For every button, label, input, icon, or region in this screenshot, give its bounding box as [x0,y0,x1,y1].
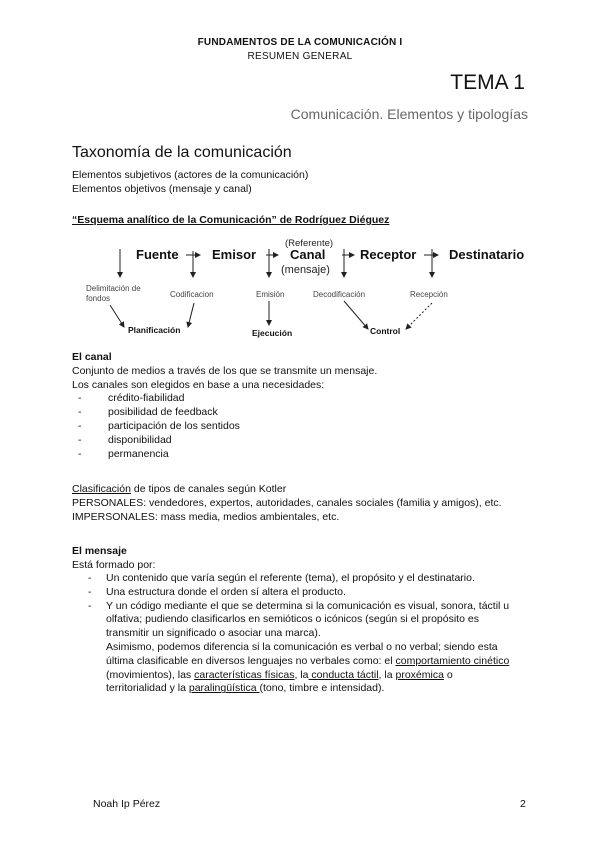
course-title: FUNDAMENTOS DE LA COMUNICACIÓN I [197,37,403,48]
tema-subtitle: Comunicación. Elementos y tipologías [290,106,528,122]
list-item: - participación de los sentidos [78,419,240,432]
sub-delimitacion-2: fondos [86,294,111,303]
page-number: 2 [520,798,526,810]
mensaje-section [72,545,532,573]
list-item: - disponibilidad [78,433,172,446]
node-canal: Canal [290,247,326,262]
sub-recepcion: Recepción [410,290,448,299]
canal-heading: El canal [72,351,112,363]
list-item: - Un contenido que varía según el referente (tema), el propósito y el destinatario. [88,572,475,584]
taxonomy-line-1: Elementos subjetivos (actores de la comunicación) [72,169,309,181]
bottom-control: Control [370,326,401,336]
mensaje-heading: El mensaje [72,545,127,557]
mensaje-intro: Está formado por: [72,558,156,571]
footer-author: Noah Ip Pérez [93,798,161,810]
schema-title: “Esquema analítico de la Comunicación” de Rodríguez Diéguez [72,214,390,226]
canal-intro-1: Conjunto de medios a través de los que se transmite un mensaje. [72,364,378,377]
document-subtitle: RESUMEN GENERAL [247,51,353,62]
list-item: - permanencia [78,447,169,460]
node-referente: (Referente) [285,238,334,249]
taxonomy-line-2: Elementos objetivos (mensaje y canal) [72,182,252,195]
conducta-tactil: conducta táctil [308,668,379,681]
impersonales-line: IMPERSONALES: mass media, medios ambientales, etc. [72,510,340,523]
list-item: - Y un código mediante el que se determina si la comunicación es visual, sonora, táctil u olfativa; pudiendo clasificarlos en semióticos o icónicos (según si el propósito es transmitir un significado o asociar una marca). [88,599,510,640]
taxonomy-lines [72,169,308,197]
node-emisor: Emisor [212,247,257,262]
proxemica: proxémica [395,668,444,681]
sub-codificacion: Codificacion [170,290,214,299]
sub-delimitacion-1: Delimitación de [86,284,141,293]
caracteristicas-fisicas: características físicas [194,668,295,681]
bottom-planificacion: Planificación [128,325,181,335]
list-item: - crédito-fiabilidad [78,392,185,405]
canal-intro-2: Los canales son elegidos en base a una necesidades: [72,378,325,391]
node-fuente: Fuente [136,247,179,262]
node-receptor: Receptor [360,247,417,262]
mensaje-paragraph: Asimismo, podemos diferencia si la comunicación es verbal o no verbal; siendo esta última clasificable en diversos lenguajes no verbales como: el comportamiento cinético (movimientos), las características físicas, la conducta táctil, la proxémica o territorialidad y la paralingüística (tono, timbre e intensidad). [106,640,510,695]
list-item: - Una estructura donde el orden sí altera el producto. [88,585,346,598]
communication-schema-diagram [72,235,532,345]
node-destinatario: Destinatario [449,247,525,262]
tema-title: TEMA 1 [450,71,525,94]
mensaje-list [88,572,512,696]
paralinguistica: paralingüística [188,682,260,695]
comportamiento-cinetico: comportamiento cinético [395,654,510,667]
personales-line: PERSONALES: vendedores, expertos, autoridades, canales sociales (familia y amigos), etc. [72,496,502,509]
sub-decodificacion: Decodificación [313,290,366,299]
bottom-ejecucion: Ejecución [252,328,293,338]
list-item: - posibilidad de feedback [78,406,218,419]
clasificacion-link: Clasificación [72,483,131,495]
canal-section [72,351,532,461]
kotler-section [72,483,542,524]
sub-emision: Emisión [256,290,285,299]
canal-needs-list [78,392,532,461]
taxonomy-heading: Taxonomía de la comunicación [72,144,292,161]
node-mensaje: (mensaje) [281,264,330,276]
kotler-title: Clasificación de tipos de canales según Kotler [72,483,287,495]
